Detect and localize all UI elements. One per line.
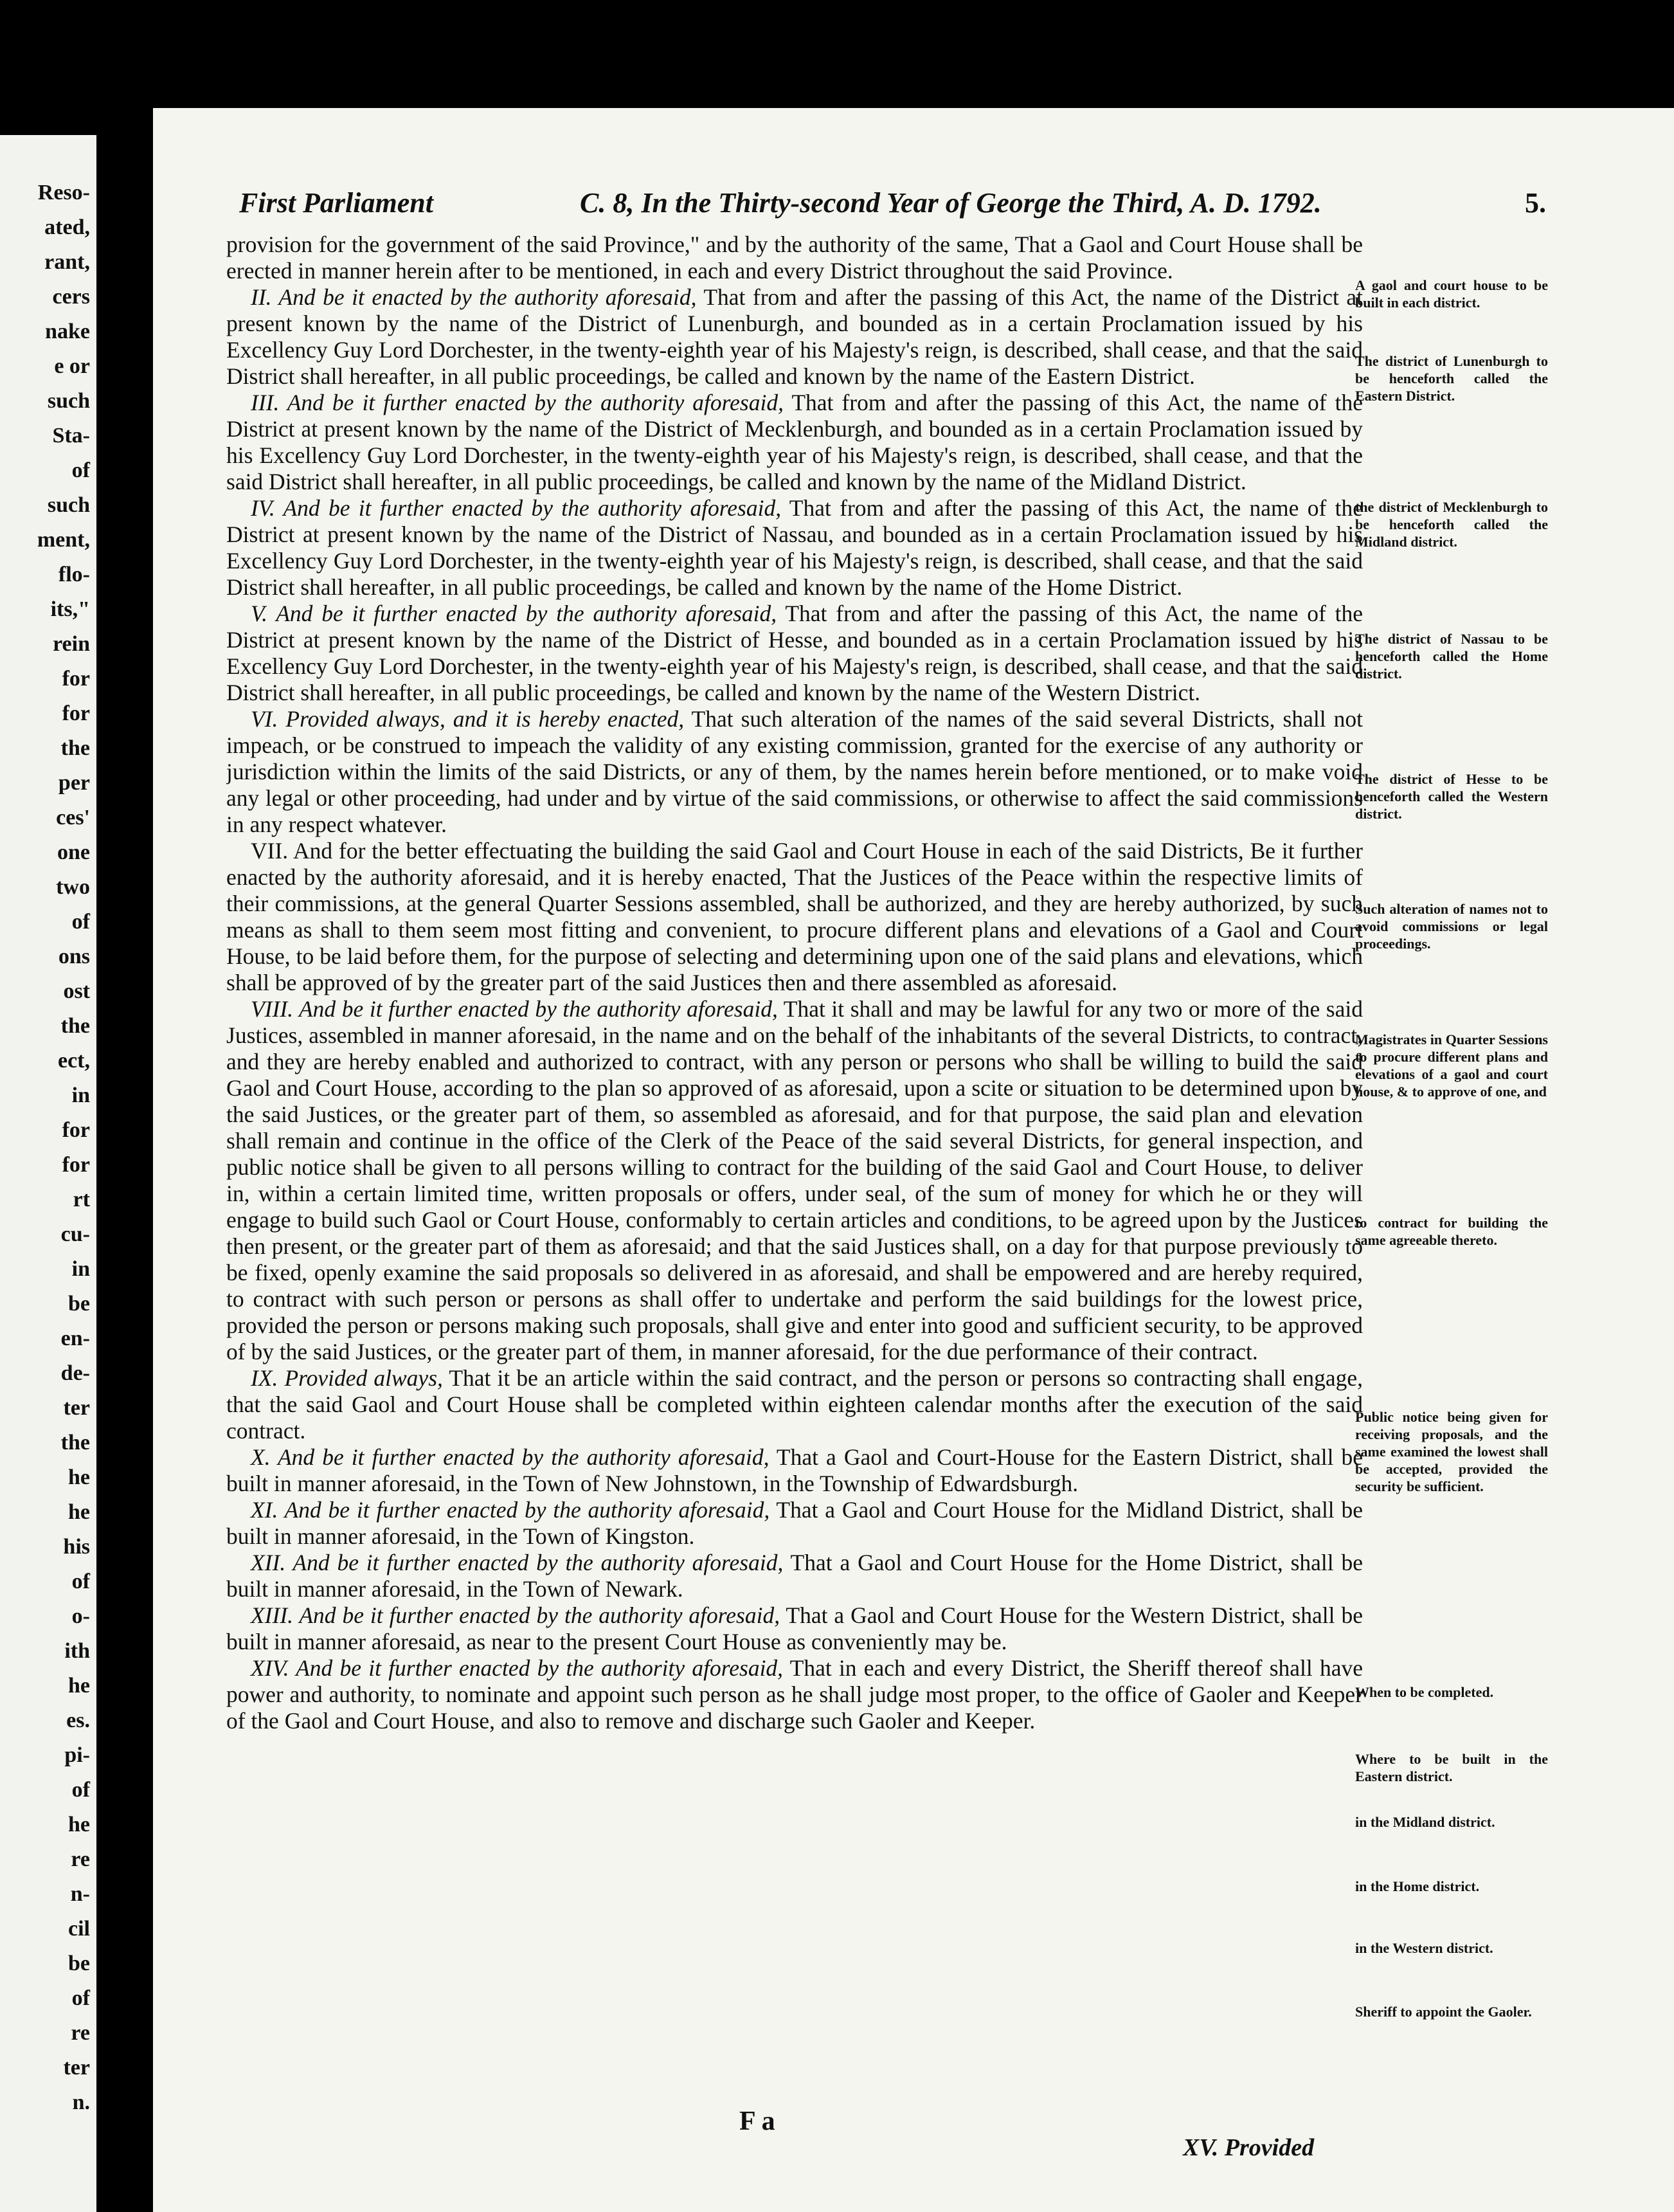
- left-page-fragment-line: ons: [58, 945, 90, 968]
- left-page-fragment-line: he: [68, 1500, 90, 1524]
- section-paragraph: [226, 284, 1363, 390]
- margin-note: in the Home district.: [1355, 1878, 1480, 1894]
- section-lead: XII. And be it further enacted by the authority aforesaid,: [251, 1550, 784, 1575]
- left-page-fragment-line: he: [68, 1813, 90, 1836]
- section-text: That a Gaol and Court House for the Home District, shall be built in manner aforesaid, in the Town of Newark.: [226, 1550, 1363, 1602]
- section-lead: VI. Provided always, and it is hereby enacted,: [251, 706, 685, 732]
- left-page-fragment-line: cil: [68, 1917, 90, 1941]
- left-page-fragment-line: o-: [71, 1604, 90, 1628]
- section-paragraph: [226, 1550, 1363, 1602]
- section-lead: XIII. And be it further enacted by the authority aforesaid,: [251, 1602, 780, 1628]
- body-text: [226, 231, 1363, 2154]
- left-page-fragment-line: be: [68, 1292, 90, 1316]
- left-page-fragment-line: such: [47, 389, 90, 413]
- left-page-fragment-line: of: [71, 910, 90, 934]
- section-paragraph: [226, 390, 1363, 495]
- margin-note: the district of Mecklenburgh to be henceforth called the Midland district.: [1355, 499, 1548, 550]
- running-head-left: First Parliament: [239, 187, 433, 219]
- section-text: That from and after the passing of this Act, the name of the District at present known by the name of the District of Hesse, and bounded as in a certain Proclamation issued by his Excellency Guy Lord Dorchester, in the twenty-eighth year of his Majesty's reign, is described, shall cease, and that the said District shall hereafter, in all public proceedings, be called and known by the name of the Western District.: [226, 601, 1363, 705]
- left-page-fragment-line: es.: [66, 1709, 90, 1732]
- left-page-fragment-line: for: [62, 702, 90, 725]
- left-page-fragment-line: two: [56, 875, 90, 899]
- section-text: That it be an article within the said contract, and the person or persons so contracting shall engage, that the said Gaol and Court House shall be completed within eighteen calendar months after the execution of the said contract.: [226, 1365, 1363, 1444]
- left-page-fragment-line: such: [47, 493, 90, 517]
- left-page-fragment-line: n-: [70, 1882, 90, 1906]
- margin-note: Magistrates in Quarter Sessions to procure different plans and elevations of a gaol and court house, & to approve of one, and: [1355, 1031, 1548, 1100]
- left-page-fragment-line: of: [71, 1778, 90, 1802]
- margin-note: The district of Lunenburgh to be henceforth called the Eastern District.: [1355, 353, 1548, 404]
- section-lead: III. And be it further enacted by the authority aforesaid,: [251, 390, 784, 415]
- left-page-fragment-line: in: [71, 1257, 90, 1281]
- left-page-fragment-line: ment,: [37, 528, 90, 552]
- left-page-fragment-line: rant,: [44, 250, 90, 274]
- section-text: That from and after the passing of this Act, the name of the District at present known by the name of the District of Nassau, and bounded as in a certain Proclamation issued by his Excellency Guy Lord Dorchester, in the twenty-eighth year of his Majesty's reign, is described, shall cease, and that the said District shall hereafter, in all public proceedings, be called and known by the name of the Home District.: [226, 495, 1363, 600]
- section-lead: IV. And be it further enacted by the authority aforesaid,: [251, 495, 782, 521]
- section-paragraph: [226, 838, 1363, 996]
- left-page-fragment-line: for: [62, 1153, 90, 1177]
- section-text: That a Gaol and Court House for the Midland District, shall be built in manner aforesaid, in the Town of Kingston.: [226, 1497, 1363, 1549]
- left-page-fragment-line: for: [62, 1118, 90, 1142]
- section-paragraph: [226, 1655, 1363, 1734]
- left-page-fragment-line: ated,: [44, 215, 90, 239]
- left-page-fragment-line: flo-: [58, 563, 90, 586]
- left-page-fragment: [0, 135, 96, 2212]
- left-page-fragment-line: e or: [54, 354, 90, 378]
- left-page-fragment-line: en-: [60, 1327, 90, 1350]
- left-page-fragment-line: pi-: [64, 1743, 90, 1767]
- section-lead: X. And be it further enacted by the authority aforesaid,: [251, 1444, 770, 1470]
- section-paragraph: [226, 1497, 1363, 1550]
- left-page-fragment-line: he: [68, 1465, 90, 1489]
- section-text: That a Gaol and Court-House for the Eastern District, shall be built in manner aforesaid, in the Town of New Johnstown, in the Township of Edwardsburgh.: [226, 1444, 1363, 1496]
- left-page-fragment-line: its,": [50, 597, 90, 621]
- left-page-fragment-line: for: [62, 667, 90, 691]
- section-text: That it shall and may be lawful for any two or more of the said Justices, assembled in manner aforesaid, in the name and on the behalf of the inhabitants of the several Districts, to contract, and they are hereby enabled and authorized to contract, with any person or persons who shall be willing to build the said Gaol and Court House, according to the plan so approved of as aforesaid, upon a scite or situation to be determined upon by the said Justices, or the greater part of them, so assembled as aforesaid, and for that purpose, the said plan and elevation shall remain and continue in the office of the Clerk of the Peace of the said several Districts, for general inspection, and public notice shall be given to all persons willing to contract for the building of the said Gaol and Court House, to deliver in, within a certain limited time, written proposals or offers, under seal, of the sum of money for which he or they will engage to build such Gaol or Court House, conformably to certain articles and conditions, to be agreed upon by the Justices then present, or the greater part of them as aforesaid; and that the said Justices shall, on a day for that purpose previously to be fixed, openly examine the said proposals so delivered in as aforesaid, and shall be empowered and are hereby required, to contract with such person or persons as shall offer to undertake and perform the said buildings for the lowest price, provided the person or persons making such proposals, shall give and enter into good and sufficient security, to be approved of by the said Justices, or the greater part of them, in manner aforesaid, for the due performance of their contract.: [226, 996, 1363, 1364]
- running-head: [239, 186, 1621, 225]
- running-head-right: C. 8, In the Thirty-second Year of George the Third, A. D. 1792.: [580, 187, 1322, 219]
- margin-note: Such alteration of names not to avoid commissions or legal proceedings.: [1355, 901, 1548, 952]
- left-page-fragment-line: nake: [45, 320, 90, 343]
- section-lead: V. And be it further enacted by the authority aforesaid,: [251, 601, 777, 626]
- section-paragraph: [226, 231, 1363, 284]
- margin-note: Public notice being given for receiving proposals, and the same examined the lowest shall be accepted, provided the security be sufficient.: [1355, 1409, 1548, 1494]
- catchword: XV. Provided: [1183, 2134, 1315, 2161]
- left-page-fragment-line: n.: [72, 2090, 90, 2114]
- section-paragraph: [226, 996, 1363, 1365]
- section-text: That from and after the passing of this Act, the name of the District at present known by the name of the District of Mecklenburgh, and bounded as in a certain Proclamation issued by his Excellency Guy Lord Dorchester, in the twenty-eighth year of his Majesty's reign, is described, shall cease, and that the said District shall hereafter, in all public proceedings, be called and known by the name of the Midland District.: [226, 390, 1363, 494]
- left-page-fragment-line: ter: [63, 2056, 90, 2080]
- section-paragraph: [226, 1365, 1363, 1444]
- section-paragraph: [226, 706, 1363, 838]
- left-page-fragment-line: Reso-: [37, 181, 90, 204]
- section-lead: XIV. And be it further enacted by the authority aforesaid,: [251, 1655, 784, 1681]
- margin-note: to contract for building the same agreeable thereto.: [1355, 1215, 1548, 1248]
- left-page-fragment-line: cers: [52, 285, 90, 309]
- margin-note: A gaol and court house to be built in each district.: [1355, 277, 1548, 311]
- margin-note: The district of Hesse to be henceforth called the Western district.: [1355, 771, 1548, 822]
- left-page-fragment-line: of: [71, 458, 90, 482]
- margin-note: When to be completed.: [1355, 1684, 1494, 1700]
- left-page-fragment-line: the: [60, 1014, 90, 1038]
- section-text: That such alteration of the names of the said several Districts, shall not impeach, or be construed to impeach the validity of any existing commission, granted for the exercise of any authority or jurisdiction within the limits of the said Districts, or any of them, by the names herein before mentioned, or to make void any legal or other proceeding, had under and by virtue of the said commissions, or otherwise to affect the said commissions in any respect whatever.: [226, 706, 1363, 837]
- left-page-fragment-line: ces': [56, 806, 90, 830]
- left-page-fragment-line: the: [60, 736, 90, 760]
- section-paragraph: [226, 495, 1363, 601]
- section-lead: II. And be it enacted by the authority aforesaid,: [251, 284, 697, 310]
- section-text: provision for the government of the said Province," and by the authority of the same, That a Gaol and Court House shall be erected in manner herein after to be mentioned, in each and every District throughout the said Province.: [226, 231, 1363, 284]
- section-text: That from and after the passing of this Act, the name of the District at present known by the name of the District of Lunenburgh, and bounded as in a certain Proclamation issued by his Excellency Guy Lord Dorchester, in the twenty-eighth year of his Majesty's reign, is described, shall cease, and that the said District shall hereafter, in all public proceedings, be called and known by the name of the Eastern District.: [226, 284, 1363, 389]
- left-page-fragment-line: of: [71, 1986, 90, 2010]
- left-page-fragment-line: of: [71, 1570, 90, 1593]
- left-page-fragment-line: his: [63, 1535, 90, 1559]
- left-page-fragment-line: de-: [60, 1361, 90, 1385]
- section-lead: XI. And be it further enacted by the authority aforesaid,: [251, 1497, 770, 1523]
- margin-note: in the Midland district.: [1355, 1814, 1495, 1830]
- left-page-fragment-line: ter: [63, 1396, 90, 1420]
- section-paragraph: [226, 601, 1363, 706]
- section-text: VII. And for the better effectuating the building the said Gaol and Court House in each of the said Districts, Be it further enacted by the authority aforesaid, and it is hereby enacted, That the Justices of the Peace within the respective limits of their commissions, at the general Quarter Sessions assembled, shall be authorized, and they are hereby authorized, by such means as shall to them seem most fitting and convenient, to procure different plans and elevations of a Gaol and Court House, to be laid before them, for the purpose of selecting and determining upon one of the said plans and elevations, which shall be approved of by the greater part of the said Justices then and there assembled as aforesaid.: [226, 838, 1363, 995]
- page-number: 5.: [1525, 187, 1546, 219]
- left-page-fragment-line: re: [71, 1847, 90, 1871]
- left-page-fragment-line: ect,: [57, 1049, 90, 1073]
- section-paragraph: [226, 1444, 1363, 1497]
- section-lead: VIII. And be it further enacted by the authority aforesaid,: [251, 996, 778, 1022]
- left-page-fragment-line: re: [71, 2021, 90, 2045]
- left-page-fragment-line: ost: [63, 979, 90, 1003]
- margin-note: Where to be built in the Eastern district.: [1355, 1751, 1548, 1784]
- left-page-fragment-line: cu-: [60, 1222, 90, 1246]
- left-page-fragment-line: the: [60, 1431, 90, 1455]
- margin-note: Sheriff to appoint the Gaoler.: [1355, 2004, 1532, 2020]
- left-page-fragment-line: one: [57, 840, 90, 864]
- left-page-fragment-line: rein: [53, 632, 90, 656]
- left-page-fragment-line: he: [68, 1674, 90, 1698]
- left-page-fragment-line: rt: [73, 1188, 90, 1211]
- section-paragraph: [226, 1602, 1363, 1655]
- left-page-fragment-line: per: [58, 771, 90, 795]
- left-page-fragment-line: ith: [64, 1639, 90, 1663]
- section-text: That a Gaol and Court House for the Western District, shall be built in manner aforesaid, as near to the present Court House as conveniently may be.: [226, 1602, 1363, 1654]
- section-text: That in each and every District, the Sheriff thereof shall have power and authority, to nominate and appoint such person as he shall judge most proper, to the office of Gaoler and Keeper of the Gaol and Court House, and also to remove and discharge such Gaoler and Keeper.: [226, 1655, 1363, 1734]
- margin-note: The district of Nassau to be henceforth called the Home district.: [1355, 631, 1548, 682]
- signature-mark: F a: [739, 2107, 775, 2136]
- left-page-fragment-line: Sta-: [52, 424, 90, 448]
- left-page-fragment-line: in: [71, 1083, 90, 1107]
- left-page-fragment-line: be: [68, 1952, 90, 1975]
- margin-note: in the Western district.: [1355, 1940, 1493, 1956]
- section-lead: IX. Provided always,: [251, 1365, 443, 1391]
